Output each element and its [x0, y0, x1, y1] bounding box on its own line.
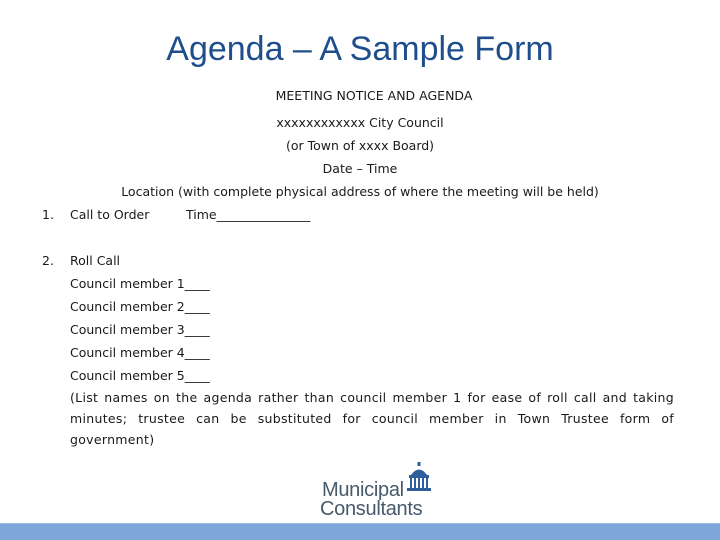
municipal-consultants-logo: [318, 462, 438, 520]
date-time: Date – Time: [322, 161, 398, 176]
logo-text-consultants: Consultants: [320, 498, 423, 520]
item-label: Call to Order: [70, 207, 150, 222]
logo-text-municipal: Municipal: [322, 479, 404, 501]
footer-bar: [0, 523, 720, 540]
item-number: 2.: [42, 253, 54, 268]
capitol-building-icon: [402, 462, 436, 492]
item-number: 1.: [42, 207, 54, 222]
council-member-line: Council member 1____: [70, 276, 210, 291]
time-field: Time_______________: [186, 207, 311, 222]
council-name: xxxxxxxxxxxx City Council: [276, 115, 444, 130]
location: Location (with complete physical address of where the meeting will be held): [121, 184, 599, 199]
meeting-notice-heading: MEETING NOTICE AND AGENDA: [275, 88, 473, 103]
council-member-line: Council member 4____: [70, 345, 210, 360]
alternate-body: (or Town of xxxx Board): [285, 138, 435, 153]
item-label: Roll Call: [70, 253, 121, 268]
slide-title: Agenda – A Sample Form: [166, 30, 554, 68]
council-member-line: Council member 3____: [70, 322, 210, 337]
roll-call-note: (List names on the agenda rather than council member 1 for ease of roll call and taking minutes; trustee can be substituted for council member in Town Trustee form of government): [70, 390, 674, 447]
council-member-line: Council member 2____: [70, 299, 210, 314]
council-member-line: Council member 5____: [70, 368, 210, 383]
